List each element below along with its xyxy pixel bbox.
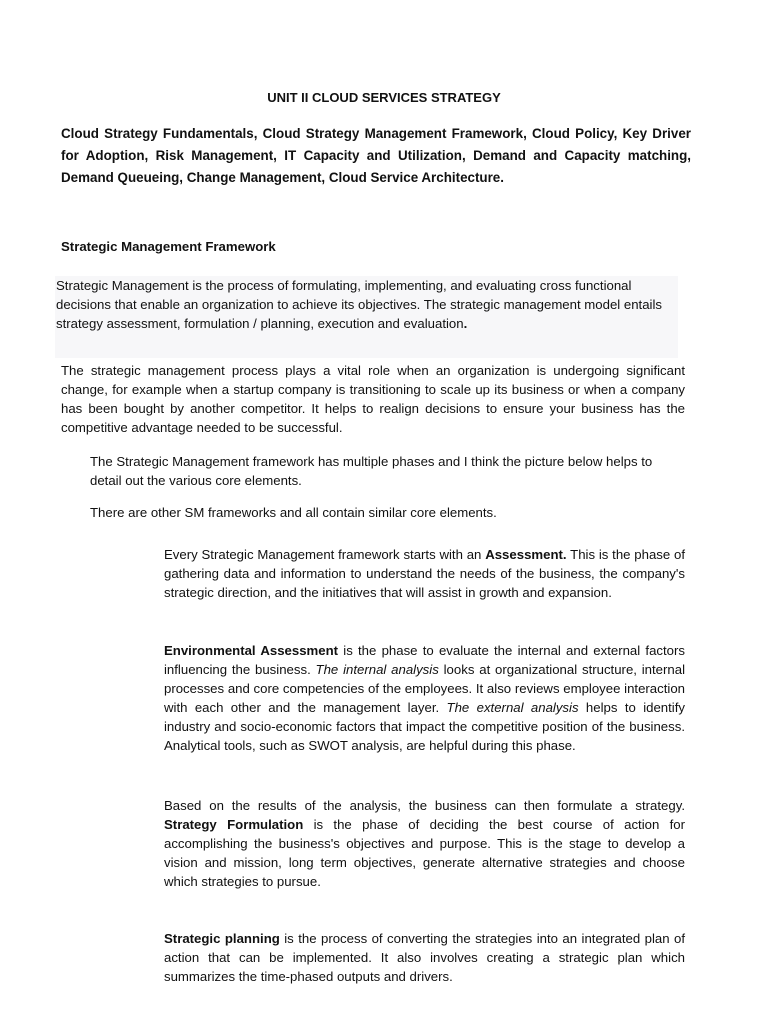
- environmental-text1: is the phase to evaluate the internal and external factors influencing the business.: [164, 643, 685, 677]
- phases-paragraph: The Strategic Management framework has multiple phases and I think the picture below helps to detail out the various core elements.: [90, 454, 653, 488]
- other-frameworks-paragraph: There are other SM frameworks and all contain similar core elements.: [90, 505, 497, 520]
- planning-rest: is the process of converting the strategies into an integrated plan of action that can be implemented. It also involves creating a strategic plan which summarizes the time-phased outputs and drivers.: [164, 931, 685, 984]
- topics-list: Cloud Strategy Fundamentals, Cloud Strategy Management Framework, Cloud Policy, Key Driver for Adoption, Risk Management, IT Capacity and Utilization, Demand and Capacity matching, Demand Queueing, Change Management, Cloud Service Architecture.: [61, 126, 691, 185]
- environmental-paragraph: [164, 641, 685, 755]
- definition-end: .: [463, 316, 468, 331]
- section-heading: Strategic Management Framework: [61, 239, 276, 254]
- assessment-lead: Every Strategic Management framework starts with an: [164, 547, 486, 562]
- definition-paragraph: [55, 276, 676, 333]
- external-analysis-term: The external analysis: [446, 700, 579, 715]
- environmental-text3: helps to identify industry and socio-economic factors that impact the competitive position of the business. Analytical tools, such as SWOT analysis, are helpful during this phase.: [164, 700, 685, 753]
- definition-text: Strategic Management is the process of formulating, implementing, and evaluating cross functional decisions that enable an organization to achieve its objectives. The strategic management model entails strategy assessment, formulation / planning, execution and evaluation: [56, 278, 663, 331]
- formulation-paragraph: [164, 796, 685, 891]
- planning-term: Strategic planning: [164, 931, 280, 946]
- internal-analysis-term: The internal analysis: [315, 662, 439, 677]
- assessment-rest: This is the phase of gathering data and information to understand the needs of the business, the company's strategic direction, and the initiatives that will assist in growth and expansion.: [164, 547, 686, 600]
- formulation-term: Strategy Formulation: [164, 817, 304, 832]
- formulation-rest: is the phase of deciding the best course of action for accomplishing the business's objectives and purpose. This is the stage to develop a vision and mission, long term objectives, generate alternative strategies and choose which strategies to pursue.: [164, 817, 686, 889]
- environmental-term: Environmental Assessment: [164, 643, 339, 658]
- unit-title: UNIT II CLOUD SERVICES STRATEGY: [267, 90, 501, 105]
- assessment-paragraph: [164, 545, 685, 602]
- formulation-lead: Based on the results of the analysis, the business can then formulate a strategy.: [164, 798, 685, 813]
- environmental-text2: looks at organizational structure, internal processes and core competencies of the employees. It also reviews employee interaction with each other and the management layer.: [164, 662, 686, 715]
- assessment-term: Assessment.: [485, 547, 567, 562]
- process-paragraph: The strategic management process plays a vital role when an organization is undergoing significant change, for example when a startup company is transitioning to scale up its business or when a company has been bought by another competitor. It helps to realign decisions to ensure your business has the competitive advantage needed to be successful.: [61, 363, 685, 435]
- definition-block: [55, 276, 678, 358]
- planning-paragraph: [164, 929, 685, 986]
